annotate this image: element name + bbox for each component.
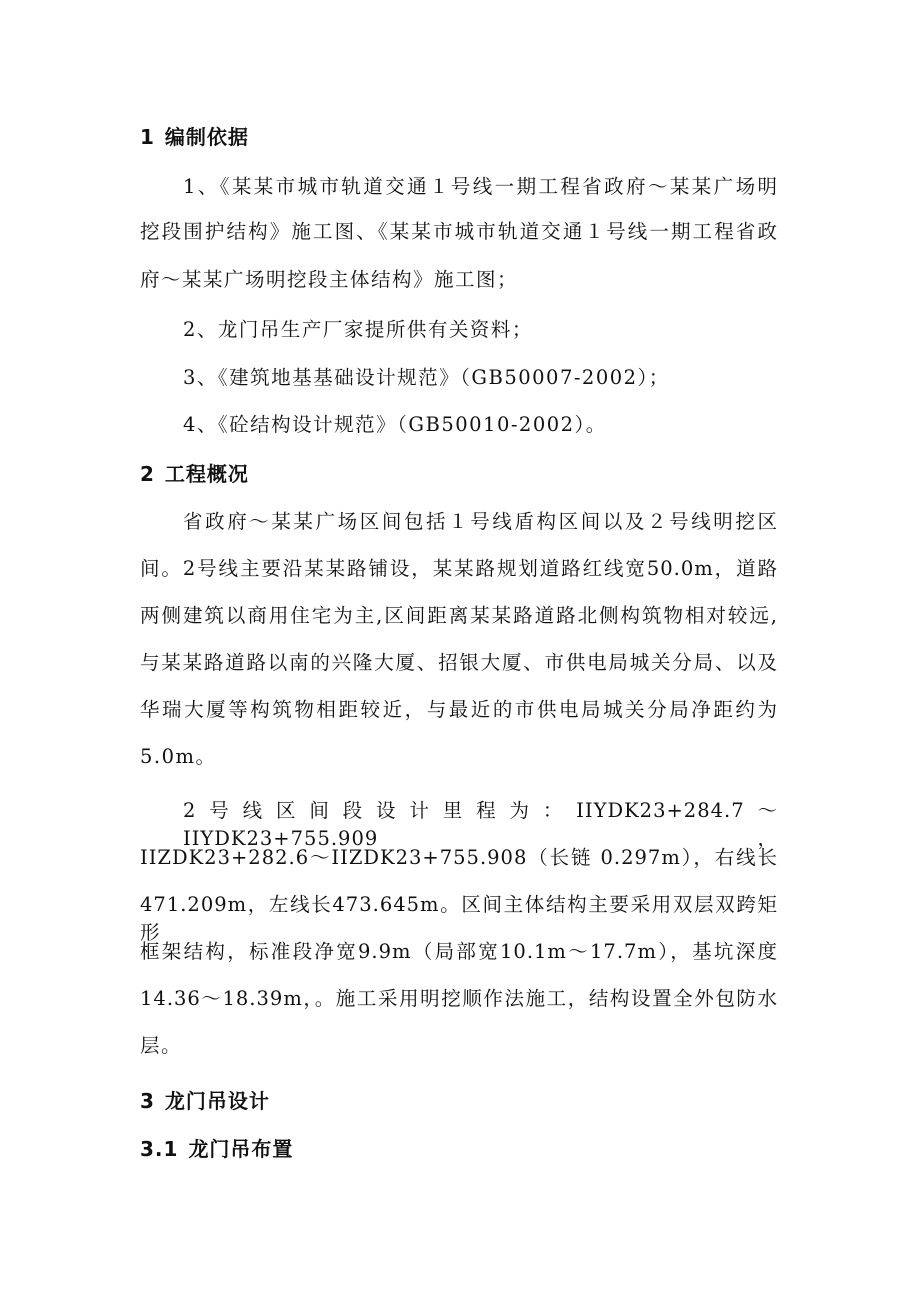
overview-p2-line-2: IIZDK23+282.6～IIZDK23+755.908（长链 0.297m），右线长 xyxy=(140,846,778,869)
section-number: 3 xyxy=(140,1089,155,1113)
overview-p1-line-6: 5.0m。 xyxy=(140,745,217,768)
basis-item-4: 4、《砼结构设计规范》（GB50010-2002）。 xyxy=(183,413,607,436)
basis-item-1-line-3: 府～某某广场明挖段主体结构》施工图； xyxy=(140,268,519,291)
overview-p1-line-3: 两侧建筑以商用住宅为主,区间距离某某路道路北侧构筑物相对较远, xyxy=(140,604,778,627)
basis-item-3: 3、《建筑地基基础设计规范》（GB50007-2002）； xyxy=(183,366,670,389)
overview-p2-line-6: 层。 xyxy=(140,1034,183,1057)
section-heading-2 xyxy=(140,460,249,488)
overview-p1-line-4: 与某某路道路以南的兴隆大厦、招银大厦、市供电局城关分局、以及 xyxy=(140,651,778,674)
overview-p1-line-1: 省政府～某某广场区间包括１号线盾构区间以及２号线明挖区 xyxy=(183,510,778,533)
overview-p1-line-5: 华瑞大厦等构筑物相距较近，与最近的市供电局城关分局净距约为 xyxy=(140,698,778,721)
overview-p2-line-4: 框架结构，标准段净宽9.9m（局部宽10.1m～17.7m），基坑深度 xyxy=(140,940,778,963)
section-heading-3 xyxy=(140,1087,270,1115)
section-number: 1 xyxy=(140,125,155,149)
section-heading-3-1 xyxy=(140,1135,293,1163)
section-number: 2 xyxy=(140,462,155,486)
section-heading-1 xyxy=(140,123,249,151)
basis-item-1-line-1: 1、《某某市城市轨道交通１号线一期工程省政府～某某广场明 xyxy=(183,175,778,198)
section-number: 3.1 xyxy=(140,1137,179,1161)
section-title: 工程概况 xyxy=(164,462,249,486)
overview-p2-line-1: 2号线区间段设计里程为：IIYDK23+284.7～IIYDK23+755.909， xyxy=(183,799,778,850)
overview-p1-line-2: 间。2号线主要沿某某路铺设，某某路规划道路红线宽50.0m，道路 xyxy=(140,557,778,580)
overview-p2-line-5: 14.36～18.39m，。施工采用明挖顺作法施工，结构设置全外包防水 xyxy=(140,987,778,1010)
section-title: 编制依据 xyxy=(164,125,249,149)
overview-p2-line-3: 471.209m，左线长473.645m。区间主体结构主要采用双层双跨矩形 xyxy=(140,893,778,944)
basis-item-1-line-2: 挖段围护结构》施工图、《某某市城市轨道交通１号线一期工程省政 xyxy=(140,220,778,243)
section-title: 龙门吊设计 xyxy=(164,1089,270,1113)
section-title: 龙门吊布置 xyxy=(188,1137,294,1161)
basis-item-2: 2、龙门吊生产厂家提所供有关资料； xyxy=(183,318,533,341)
